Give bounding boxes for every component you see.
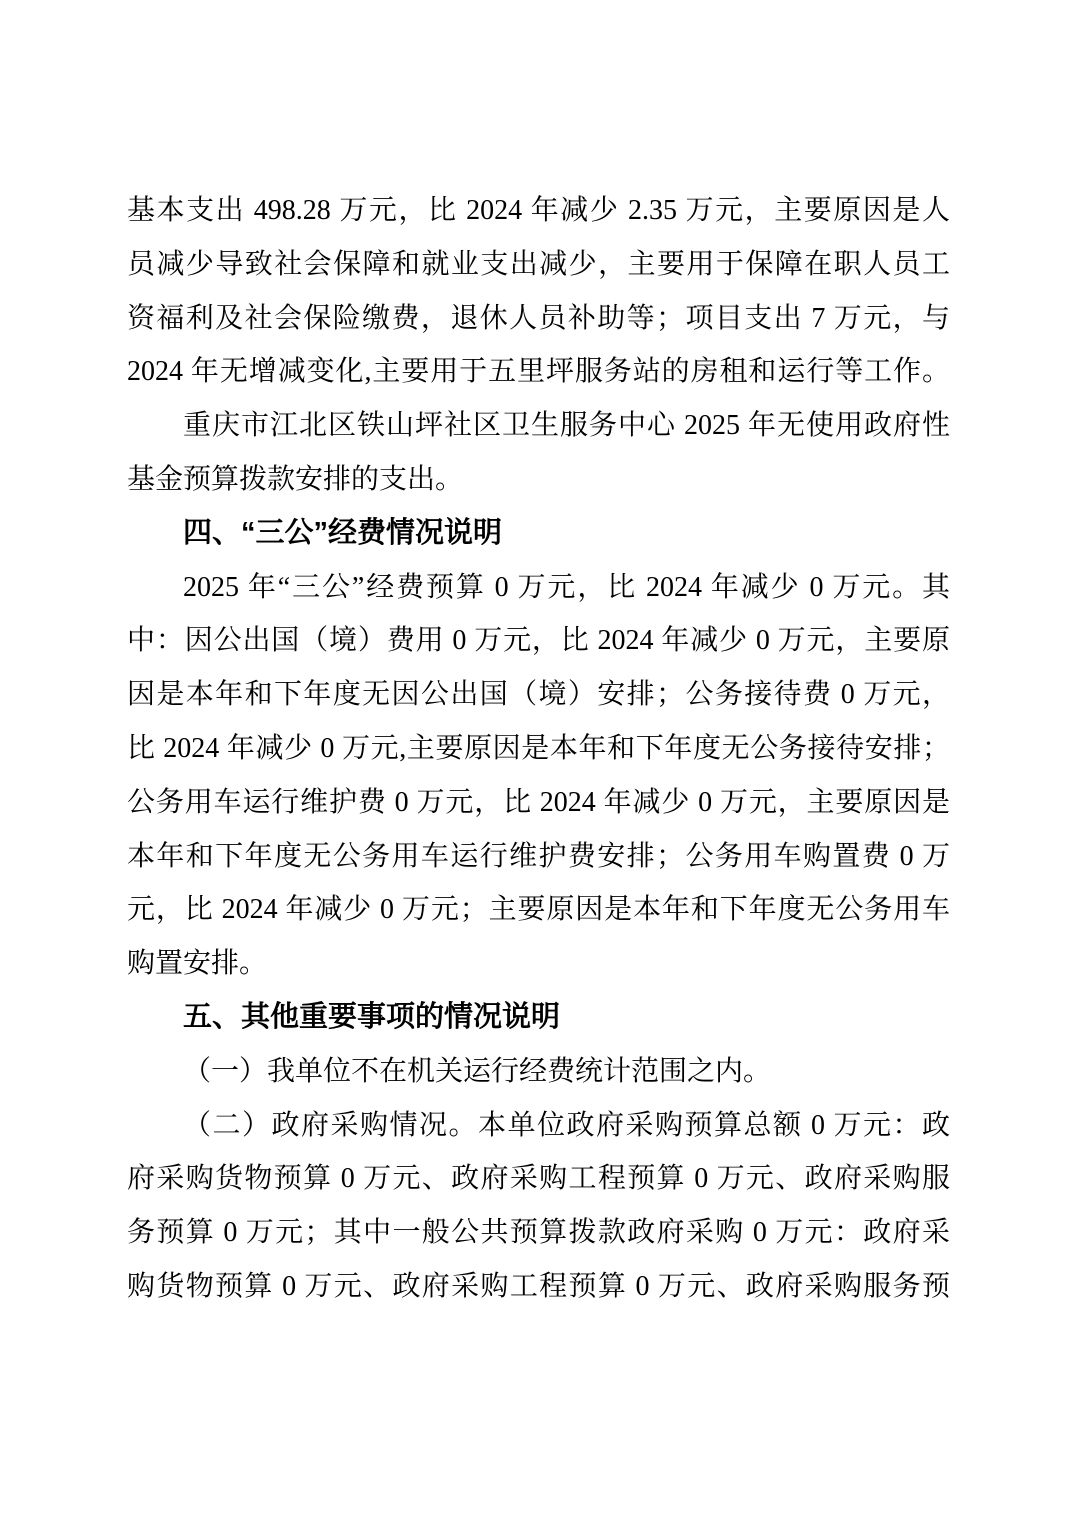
text-line: 基本支出 498.28 万元，比 2024 年减少 2.35 万元，主要原因是人 (127, 195, 950, 226)
text-line: （二）政府采购情况。本单位政府采购预算总额 0 万元：政 (183, 1109, 950, 1141)
text-line: 本年和下年度无公务用车运行维护费安排；公务用车购置费 0 万 (127, 840, 950, 872)
text-line: 因是本年和下年度无因公出国（境）安排；公务接待费 0 万元， (127, 679, 950, 711)
section-heading: 五、其他重要事项的情况说明 (183, 1000, 561, 1033)
text-line: 2024 年无增减变化,主要用于五里坪服务站的房租和运行等工作。 (127, 356, 950, 388)
text-line: 中：因公出国（境）费用 0 万元，比 2024 年减少 0 万元，主要原 (127, 625, 950, 657)
text-line: 元，比 2024 年减少 0 万元；主要原因是本年和下年度无公务用车 (127, 894, 950, 926)
text-line: 基金预算拨款安排的支出。 (127, 463, 464, 495)
text-line: 购货物预算 0 万元、政府采购工程预算 0 万元、政府采购服务预 (127, 1270, 950, 1302)
section-heading: 四、“三公”经费情况说明 (183, 516, 503, 549)
text-line: 购置安排。 (127, 948, 268, 980)
text-line: 公务用车运行维护费 0 万元，比 2024 年减少 0 万元，主要原因是 (127, 786, 950, 818)
text-line: 府采购货物预算 0 万元、政府采购工程预算 0 万元、政府采购服 (127, 1163, 950, 1195)
text-line: 2025 年“三公”经费预算 0 万元，比 2024 年减少 0 万元。其 (183, 571, 950, 603)
text-line: 务预算 0 万元；其中一般公共预算拨款政府采购 0 万元：政府采 (127, 1217, 950, 1249)
text-line: （一）我单位不在机关运行经费统计范围之内。 (183, 1055, 772, 1087)
text-line: 重庆市江北区铁山坪社区卫生服务中心 2025 年无使用政府性 (183, 410, 950, 442)
document-body (127, 184, 950, 1314)
text-line: 比 2024 年减少 0 万元,主要原因是本年和下年度无公务接待安排； (127, 732, 950, 764)
text-line: 资福利及社会保险缴费，退休人员补助等；项目支出 7 万元，与 (127, 302, 950, 334)
text-line: 员减少导致社会保障和就业支出减少，主要用于保障在职人员工 (127, 248, 950, 280)
